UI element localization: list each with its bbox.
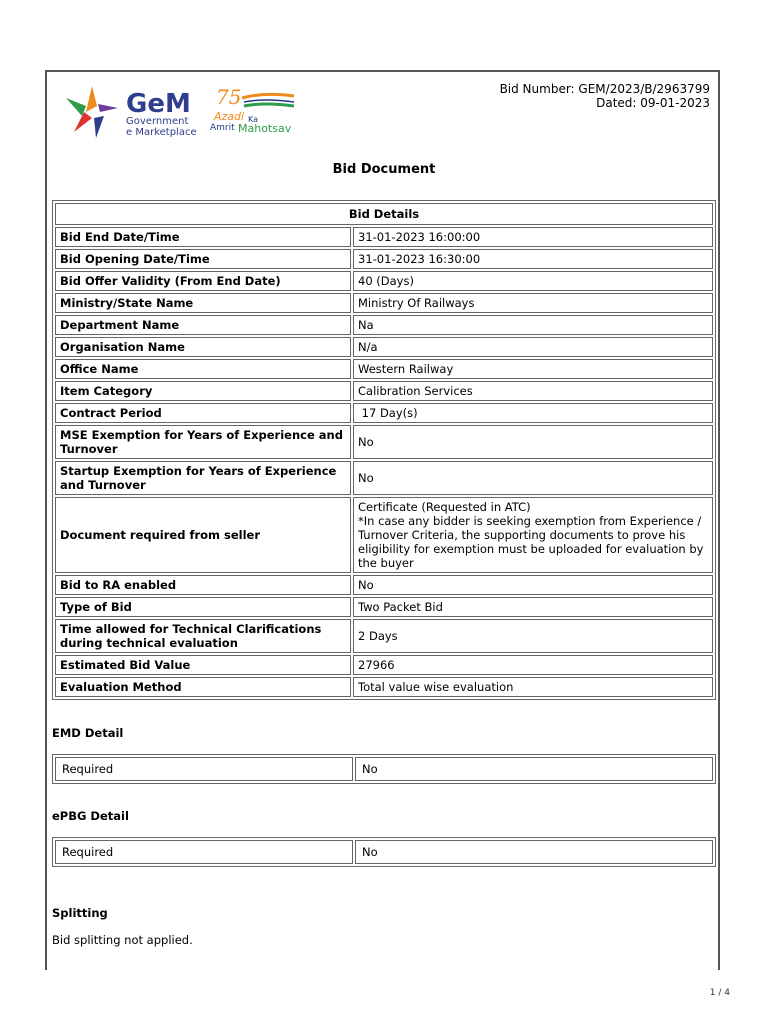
row-label: Ministry/State Name [55, 293, 351, 313]
bid-dated: Dated: 09-01-2023 [596, 96, 710, 110]
azadi-ka: Ka [248, 115, 259, 124]
emd-required-value: No [355, 757, 713, 781]
emd-required-label: Required [55, 757, 353, 781]
row-label: Department Name [55, 315, 351, 335]
row-value: 31-01-2023 16:30:00 [353, 249, 713, 269]
row-value: 2 Days [353, 619, 713, 653]
row-label: Organisation Name [55, 337, 351, 357]
document-required-line1: Certificate (Requested in ATC) [358, 500, 531, 514]
bid-details-heading: Bid Details [55, 203, 713, 225]
gem-word: GeM [126, 89, 191, 119]
table-row [55, 757, 713, 781]
emd-table [52, 754, 716, 784]
row-value: Western Railway [353, 359, 713, 379]
epbg-required-label: Required [55, 840, 353, 864]
row-value: 27966 [353, 655, 713, 675]
row-label: Item Category [55, 381, 351, 401]
row-label: Type of Bid [55, 597, 351, 617]
gem-logo [64, 82, 314, 144]
row-value: Na [353, 315, 713, 335]
table-row [55, 359, 713, 379]
azadi-ka-amrit-mahotsav-logo [210, 85, 294, 135]
row-value: 31-01-2023 16:00:00 [353, 227, 713, 247]
splitting-text: Bid splitting not applied. [52, 933, 193, 947]
table-row [55, 840, 713, 864]
table-row [55, 655, 713, 675]
epbg-required-value: No [355, 840, 713, 864]
splitting-section-title: Splitting [52, 906, 108, 920]
bid-details-table [52, 200, 716, 700]
table-row [55, 597, 713, 617]
row-value: No [353, 425, 713, 459]
epbg-table [52, 837, 716, 867]
row-label: MSE Exemption for Years of Experience and Turnover [55, 425, 351, 459]
row-value: 40 (Days) [353, 271, 713, 291]
row-label: Evaluation Method [55, 677, 351, 697]
row-label: Estimated Bid Value [55, 655, 351, 675]
row-value: No [353, 461, 713, 495]
row-label: Document required from seller [55, 497, 351, 573]
document-required-note: *In case any bidder is seeking exemption from Experience / Turnover Criteria, the supporting documents to prove his eligibility for exemption must be uploaded for evaluation by the buyer [358, 514, 704, 570]
table-row [55, 315, 713, 335]
gem-line1: Government [126, 116, 189, 127]
row-value: No [353, 575, 713, 595]
table-row [55, 381, 713, 401]
table-row [55, 227, 713, 247]
table-row [55, 497, 713, 573]
row-value: Calibration Services [353, 381, 713, 401]
table-row [55, 337, 713, 357]
row-label: Office Name [55, 359, 351, 379]
row-value [353, 497, 713, 573]
table-row [55, 677, 713, 697]
table-row [55, 249, 713, 269]
azadi-word: Azadi [214, 110, 245, 123]
row-value: 17 Day(s) [353, 403, 713, 423]
table-row [55, 293, 713, 313]
azadi-mahotsav: Mahotsav [238, 122, 292, 135]
row-value: N/a [353, 337, 713, 357]
table-row [55, 461, 713, 495]
table-row [55, 203, 713, 225]
azadi-number: 75 [216, 85, 242, 109]
bid-meta [500, 82, 710, 110]
gem-line2: e Marketplace [126, 127, 197, 138]
row-label: Bid to RA enabled [55, 575, 351, 595]
row-label: Bid End Date/Time [55, 227, 351, 247]
table-row [55, 271, 713, 291]
row-value: Ministry Of Railways [353, 293, 713, 313]
bid-number: Bid Number: GEM/2023/B/2963799 [499, 82, 710, 96]
emd-section-title: EMD Detail [52, 726, 124, 740]
table-row [55, 425, 713, 459]
gem-star-icon [66, 86, 118, 138]
row-label: Bid Opening Date/Time [55, 249, 351, 269]
row-label: Bid Offer Validity (From End Date) [55, 271, 351, 291]
epbg-section-title: ePBG Detail [52, 809, 129, 823]
table-row [55, 575, 713, 595]
azadi-amrit: Amrit [210, 123, 235, 133]
row-value: Two Packet Bid [353, 597, 713, 617]
page-number: 1 / 4 [709, 988, 730, 998]
table-row [55, 619, 713, 653]
table-row [55, 403, 713, 423]
row-value: Total value wise evaluation [353, 677, 713, 697]
row-label: Startup Exemption for Years of Experience and Turnover [55, 461, 351, 495]
document-title: Bid Document [332, 162, 436, 177]
row-label: Contract Period [55, 403, 351, 423]
row-label: Time allowed for Technical Clarifications during technical evaluation [55, 619, 351, 653]
